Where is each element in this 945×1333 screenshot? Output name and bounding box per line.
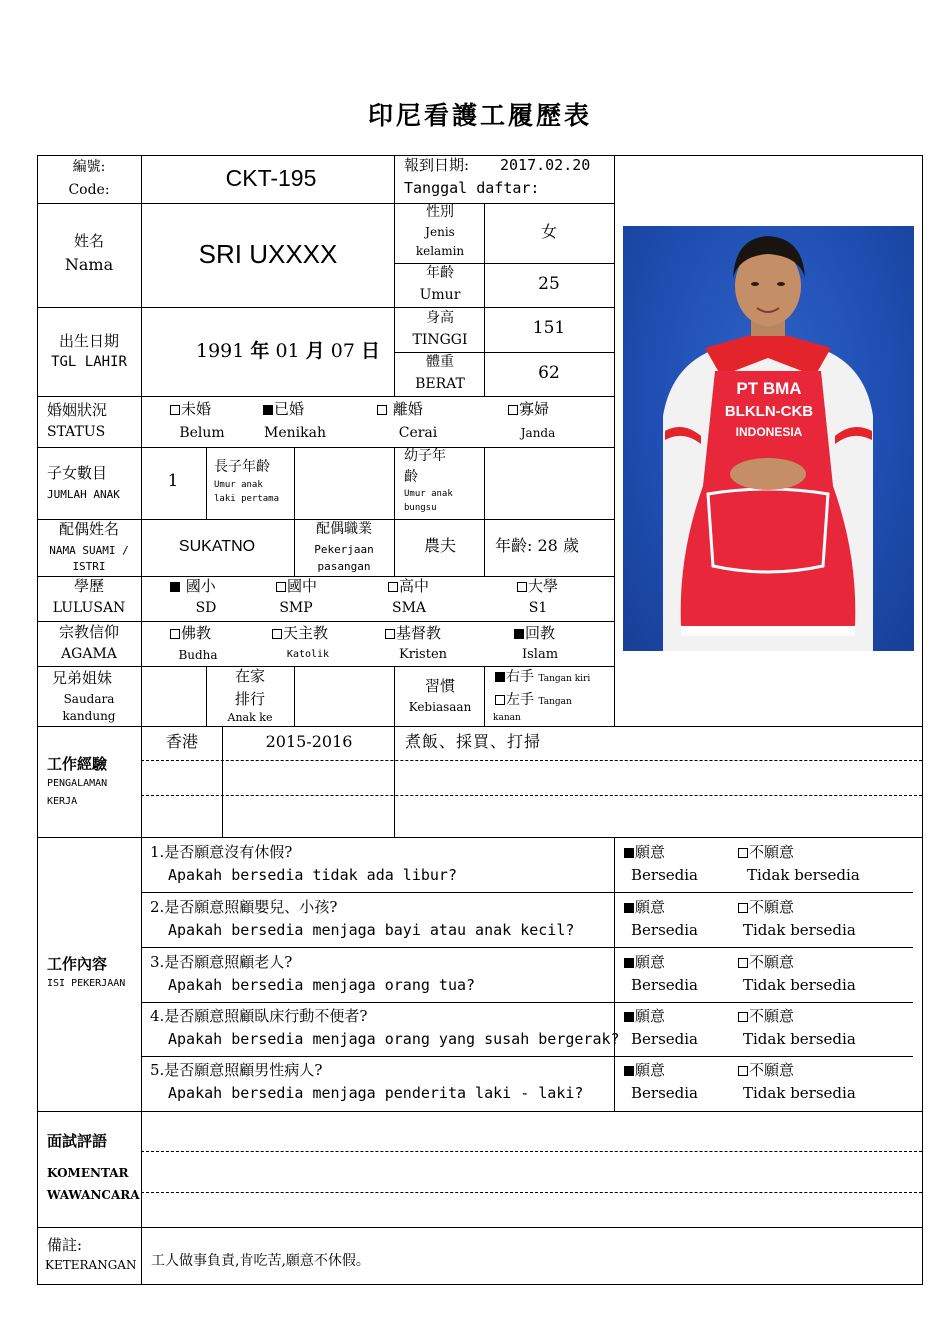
- siblings-label-cn: 兄弟姐妹: [51, 669, 113, 687]
- youngest-label-cn2: 齡: [404, 469, 418, 485]
- name-label-id: Nama: [64, 255, 114, 274]
- religion-option-katolik[interactable]: [272, 626, 328, 641]
- task-yes-option[interactable]: [624, 1009, 665, 1024]
- religion-option-kristen[interactable]: [385, 626, 441, 641]
- checkbox-yes[interactable]: [624, 1012, 634, 1022]
- habit-left-id2: kanan: [493, 713, 521, 723]
- checkbox-married[interactable]: [263, 405, 273, 415]
- birth-label-cn: 出生日期: [58, 332, 120, 350]
- register-label-id: Tanggal daftar:: [404, 179, 540, 197]
- task-question-cn: 5.是否願意照顧男性病人?: [150, 1061, 323, 1079]
- education-option-label: 大學: [528, 577, 559, 595]
- education-option-id: SMA: [391, 600, 427, 616]
- task-yes-option[interactable]: [624, 845, 665, 860]
- checkbox-widowed[interactable]: [508, 405, 518, 415]
- education-option-sma[interactable]: [388, 579, 429, 594]
- children-label-id: JUMLAH ANAK: [47, 488, 120, 501]
- applicant-photo: [623, 226, 914, 651]
- no-label-id: Tidak bersedia: [747, 866, 860, 884]
- yes-label-id: Bersedia: [631, 921, 698, 939]
- education-option-id: SMP: [279, 600, 313, 616]
- age-value: 25: [538, 274, 560, 294]
- spouse-age-value: 28: [537, 536, 558, 555]
- tasks-label-cn: 工作內容: [47, 955, 108, 973]
- experience-label-cn: 工作經驗: [47, 755, 108, 773]
- experience-duties: 煮飯、採買、打掃: [405, 732, 542, 751]
- birth-day: 07: [330, 340, 355, 362]
- page-title: 印尼看護工履歷表: [367, 101, 593, 130]
- no-label-id: Tidak bersedia: [743, 921, 856, 939]
- task-question-id: Apakah bersedia menjaga bayi atau anak kecil?: [168, 921, 575, 939]
- order-label-cn2: 排行: [234, 690, 266, 708]
- yes-label: 願意: [635, 1007, 666, 1025]
- marital-option-widowed[interactable]: [508, 402, 549, 417]
- marital-option-label: 未婚: [181, 400, 212, 418]
- experience-label-id1: PENGALAMAN: [47, 778, 108, 789]
- task-no-option[interactable]: [738, 1009, 794, 1024]
- habit-left-hand[interactable]: [495, 693, 572, 707]
- no-label: 不願意: [749, 953, 795, 971]
- code-label-cn: 編號:: [72, 159, 106, 175]
- religion-option-id: Katolik: [286, 649, 330, 660]
- no-label-id: Tidak bersedia: [743, 1084, 856, 1102]
- children-label-cn: 子女數目: [47, 464, 108, 482]
- religion-option-label: 天主教: [283, 624, 329, 642]
- experience-place: 香港: [165, 732, 199, 751]
- yes-label-id: Bersedia: [631, 1030, 698, 1048]
- habit-label-id: Kebiasaan: [408, 700, 472, 714]
- task-question-cn: 1.是否願意沒有休假?: [150, 843, 293, 861]
- education-option-label: 高中: [399, 577, 430, 595]
- spouse-age-label: 年齡:: [495, 536, 533, 555]
- religion-option-label: 基督教: [396, 624, 442, 642]
- no-label-id: Tidak bersedia: [743, 976, 856, 994]
- marital-option-label: 離婚: [388, 400, 423, 418]
- checkbox-smp[interactable]: [276, 582, 286, 592]
- education-label-cn: 學歷: [73, 577, 105, 595]
- checkbox-kristen[interactable]: [385, 629, 395, 639]
- checkbox-no[interactable]: [738, 903, 748, 913]
- checkbox-no[interactable]: [738, 1066, 748, 1076]
- yes-label-id: Bersedia: [631, 1084, 698, 1102]
- marital-option-id: Belum: [179, 425, 225, 441]
- marital-option-married[interactable]: [263, 402, 304, 417]
- spouse-age: [495, 538, 579, 554]
- religion-label-id: AGAMA: [61, 646, 117, 662]
- weight-value: 62: [538, 363, 560, 383]
- remarks-value: 工人做事負責,肯吃苦,願意不休假。: [151, 1253, 370, 1269]
- remarks-label-id: KETERANGAN: [45, 1258, 137, 1272]
- spouse-label-id1: NAMA SUAMI /: [49, 544, 129, 557]
- birth-year: 1991: [196, 340, 245, 362]
- no-label: 不願意: [749, 1007, 795, 1025]
- register-label-cn: 報到日期:: [404, 156, 470, 174]
- religion-option-budha[interactable]: [170, 626, 211, 641]
- spouse-label-cn: 配偶姓名: [58, 520, 120, 538]
- habit-right-id: Tangan kiri: [538, 674, 591, 684]
- checkbox-s1[interactable]: [517, 582, 527, 592]
- eldest-label-cn: 長子年齡: [214, 459, 270, 475]
- task-no-option[interactable]: [738, 845, 794, 860]
- education-option-sd[interactable]: [170, 579, 216, 594]
- interview-label-id2: WAWANCARA: [47, 1188, 140, 1202]
- task-question-id: Apakah bersedia menjaga penderita laki - laki?: [168, 1084, 584, 1102]
- height-label-cn: 身高: [426, 310, 454, 326]
- education-option-smp[interactable]: [276, 579, 317, 594]
- spouse-name: SUKATNO: [178, 538, 256, 555]
- education-label-id: LULUSAN: [52, 600, 126, 616]
- register-date: 2017.02.20: [500, 156, 591, 174]
- siblings-label-id1: Saudara: [63, 692, 115, 706]
- siblings-label-id2: kandung: [62, 709, 116, 723]
- task-question-id: Apakah bersedia menjaga orang tua?: [168, 976, 476, 994]
- apron-text-3: INDONESIA: [735, 425, 803, 439]
- education-option-label: 國小: [181, 577, 216, 595]
- code-value: CKT-195: [225, 165, 317, 191]
- youngest-label-cn1: 幼子年: [404, 448, 446, 464]
- checkbox-right-hand[interactable]: [495, 672, 505, 682]
- youngest-label-id1: Umur anak: [404, 489, 453, 499]
- birth-label-id: TGL LAHIR: [51, 354, 127, 370]
- marital-option-divorced[interactable]: [377, 402, 423, 417]
- religion-option-label: 佛教: [181, 624, 212, 642]
- religion-option-id: Kristen: [398, 647, 448, 662]
- religion-option-id: Islam: [521, 647, 559, 662]
- birth-day-unit: 日: [361, 340, 381, 362]
- checkbox-sd[interactable]: [170, 582, 180, 592]
- interview-label-cn: 面試評語: [47, 1132, 108, 1150]
- no-label: 不願意: [749, 1061, 795, 1079]
- marital-option-single[interactable]: [170, 402, 211, 417]
- birth-month-unit: 月: [305, 340, 325, 362]
- birth-date: [196, 342, 380, 361]
- task-question-id: Apakah bersedia tidak ada libur?: [168, 866, 457, 884]
- yes-label: 願意: [635, 898, 666, 916]
- task-question-cn: 2.是否願意照顧嬰兒、小孩?: [150, 898, 338, 916]
- habit-right-hand[interactable]: [495, 670, 590, 684]
- gender-label-cn: 性別: [426, 204, 454, 220]
- gender-label-id1: Jenis: [425, 225, 455, 239]
- eldest-label-id2: laki pertama: [214, 494, 280, 504]
- spouse-job: 農夫: [423, 536, 457, 555]
- task-yes-option[interactable]: [624, 900, 665, 915]
- checkbox-katolik[interactable]: [272, 629, 282, 639]
- education-option-s1[interactable]: [517, 579, 558, 594]
- checkbox-single[interactable]: [170, 405, 180, 415]
- no-label: 不願意: [749, 898, 795, 916]
- age-label-cn: 年齡: [426, 265, 454, 281]
- interview-label-id1: KOMENTAR: [47, 1166, 129, 1180]
- habit-right-label: 右手: [506, 669, 534, 685]
- checkbox-no[interactable]: [738, 848, 748, 858]
- yes-label-id: Bersedia: [631, 976, 698, 994]
- task-no-option[interactable]: [738, 955, 794, 970]
- checkbox-sma[interactable]: [388, 582, 398, 592]
- habit-label-cn: 習慣: [424, 677, 456, 695]
- marital-option-id: Cerai: [398, 425, 438, 441]
- checkbox-no[interactable]: [738, 1012, 748, 1022]
- yes-label-id: Bersedia: [631, 866, 698, 884]
- marital-option-label: 已婚: [274, 400, 305, 418]
- task-no-option[interactable]: [738, 900, 794, 915]
- yes-label: 願意: [635, 953, 666, 971]
- height-label-id: TINGGI: [412, 332, 468, 348]
- eldest-label-id1: Umur anak: [214, 480, 263, 490]
- spouse-job-label-id1: Pekerjaan: [314, 543, 374, 556]
- spouse-age-unit: 歲: [562, 536, 579, 555]
- checkbox-yes[interactable]: [624, 958, 634, 968]
- birth-month: 01: [275, 340, 300, 362]
- task-no-option[interactable]: [738, 1063, 794, 1078]
- education-option-id: SD: [195, 600, 217, 616]
- age-label-id: Umur: [419, 287, 461, 303]
- experience-years: 2015-2016: [265, 732, 353, 751]
- checkbox-yes[interactable]: [624, 903, 634, 913]
- religion-option-label: 回教: [525, 624, 556, 642]
- habit-left-id: Tangan: [538, 697, 572, 707]
- task-yes-option[interactable]: [624, 955, 665, 970]
- order-label-cn1: 在家: [234, 667, 266, 685]
- no-label: 不願意: [749, 843, 795, 861]
- birth-year-unit: 年: [250, 340, 270, 362]
- name-label-cn: 姓名: [73, 232, 105, 250]
- apron-text-1: PT BMA: [736, 379, 802, 398]
- marital-label-cn: 婚姻狀況: [47, 401, 108, 419]
- gender-value: 女: [540, 222, 558, 241]
- height-value: 151: [532, 318, 566, 338]
- apron-text-2: BLKLN-CKB: [724, 403, 814, 420]
- name-value: SRI UXXXX: [198, 239, 338, 269]
- education-option-id: S1: [528, 600, 548, 616]
- tasks-label-id: ISI PEKERJAAN: [47, 978, 126, 989]
- order-label-id: Anak ke: [227, 711, 273, 724]
- religion-label-cn: 宗教信仰: [58, 623, 120, 641]
- weight-label-id: BERAT: [415, 376, 465, 392]
- experience-label-id2: KERJA: [47, 796, 78, 807]
- spouse-job-label-cn: 配偶職業: [316, 521, 372, 537]
- checkbox-yes[interactable]: [624, 1066, 634, 1076]
- checkbox-budha[interactable]: [170, 629, 180, 639]
- task-question-id: Apakah bersedia menjaga orang yang susah bergerak?: [168, 1030, 620, 1048]
- spouse-job-label-id2: pasangan: [317, 560, 371, 573]
- spouse-label-id2: ISTRI: [72, 560, 106, 573]
- yes-label: 願意: [635, 843, 666, 861]
- marital-option-id: Janda: [520, 426, 556, 440]
- task-yes-option[interactable]: [624, 1063, 665, 1078]
- marital-option-id: Menikah: [264, 425, 326, 441]
- marital-label-id: STATUS: [47, 424, 106, 440]
- checkbox-divorced[interactable]: [377, 405, 387, 415]
- religion-option-id: Budha: [178, 648, 218, 662]
- checkbox-no[interactable]: [738, 958, 748, 968]
- yes-label: 願意: [635, 1061, 666, 1079]
- checkbox-islam[interactable]: [514, 629, 524, 639]
- children-count: 1: [167, 471, 179, 491]
- religion-option-islam[interactable]: [514, 626, 555, 641]
- gender-label-id2: kelamin: [415, 244, 465, 258]
- remarks-label-cn: 備註:: [47, 1236, 83, 1254]
- checkbox-left-hand[interactable]: [495, 695, 505, 705]
- habit-left-label: 左手: [506, 692, 534, 708]
- marital-option-label: 寡婦: [519, 400, 550, 418]
- task-question-cn: 3.是否願意照顧老人?: [150, 953, 293, 971]
- task-question-cn: 4.是否願意照顧臥床行動不便者?: [150, 1007, 368, 1025]
- applicant-photo-drawing: [623, 226, 914, 651]
- code-label-id: Code:: [68, 182, 110, 198]
- no-label-id: Tidak bersedia: [743, 1030, 856, 1048]
- education-option-label: 國中: [287, 577, 318, 595]
- weight-label-cn: 體重: [426, 354, 454, 370]
- youngest-label-id2: bungsu: [404, 503, 437, 513]
- checkbox-yes[interactable]: [624, 848, 634, 858]
